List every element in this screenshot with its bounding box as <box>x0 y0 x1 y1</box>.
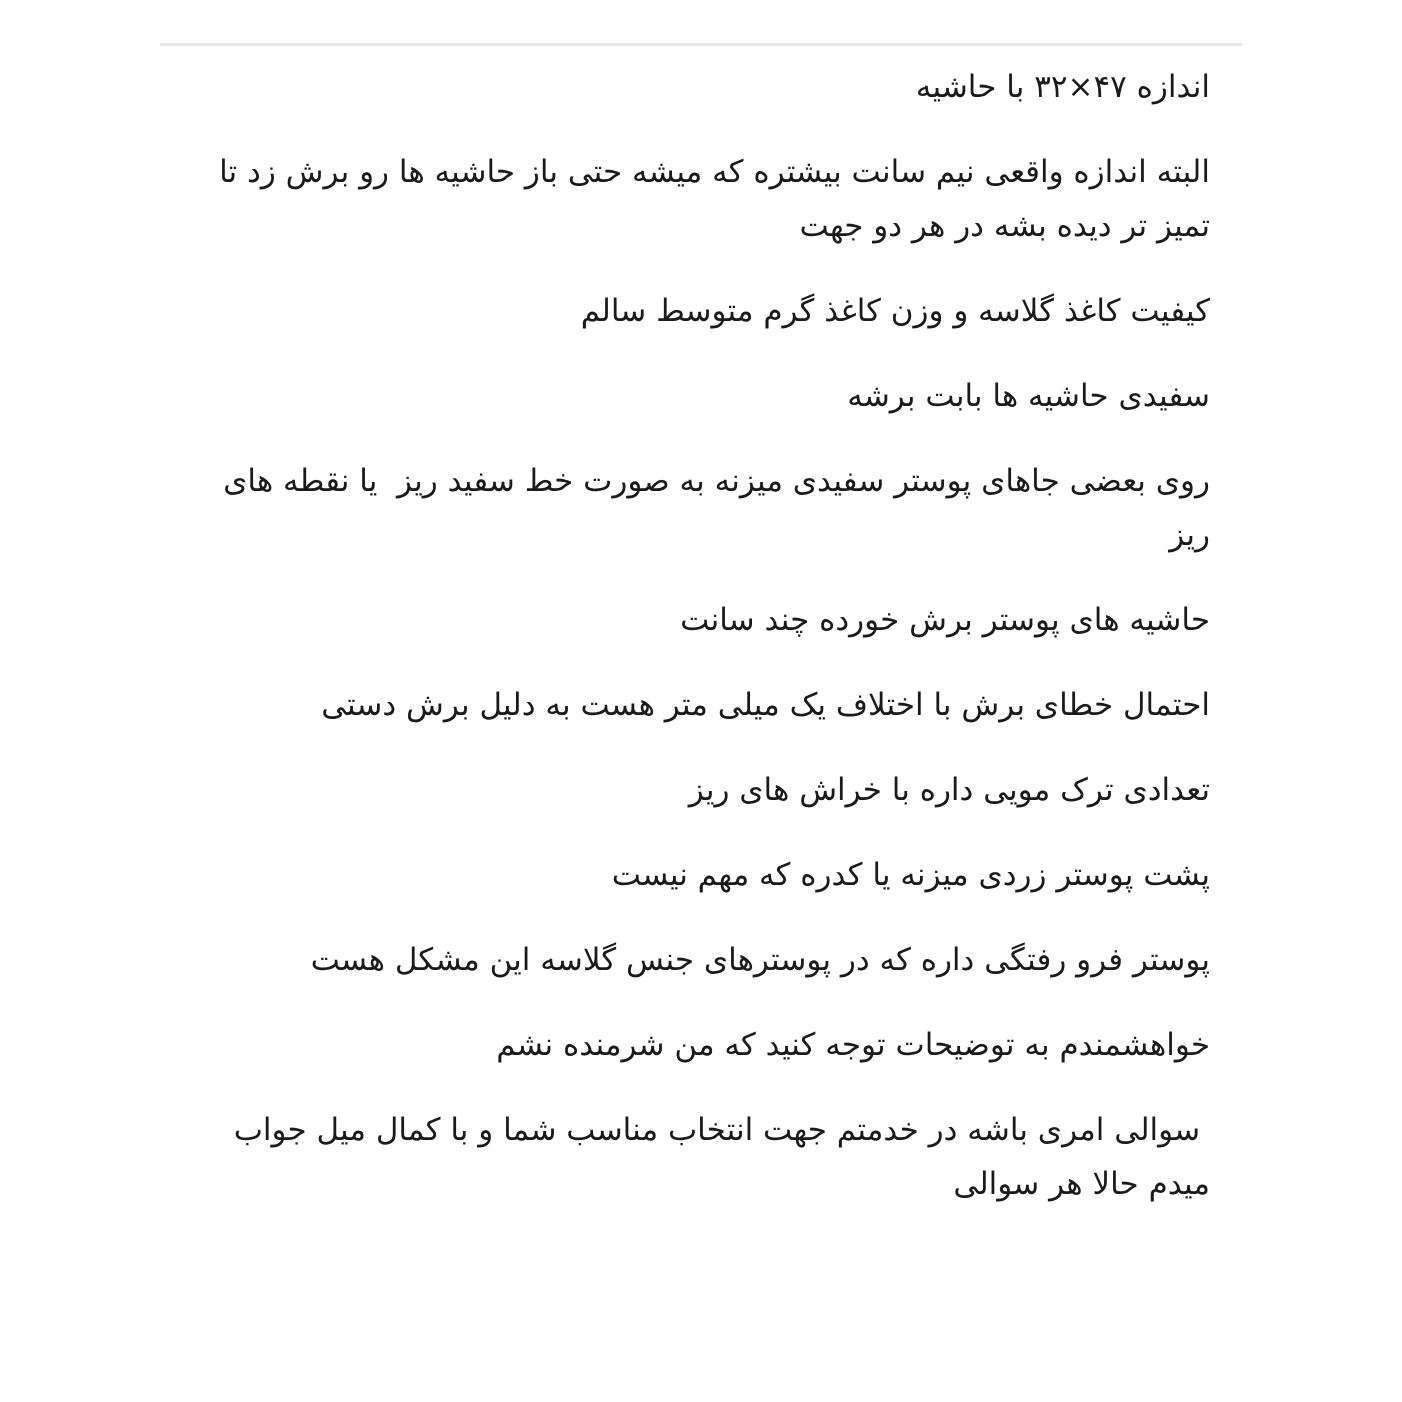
paragraph-questions: سوالی امری باشه در خدمتم جهت انتخاب مناسب شما و با کمال میل جواب میدم حالا هر سوالی <box>223 1112 1210 1202</box>
paragraph-paper-quality: کیفیت کاغذ گلاسه و وزن کاغذ گرم متوسط سالم <box>580 293 1210 329</box>
paragraph-border-white: سفیدی حاشیه ها بابت برشه <box>847 378 1210 414</box>
description-panel <box>160 43 1242 1242</box>
paragraph-size: اندازه ۴۷×۳۲ با حاشیه <box>915 69 1210 105</box>
paragraph-trimmed-borders: حاشیه های پوستر برش خورده چند سانت <box>680 602 1210 638</box>
paragraph-actual-size: البته اندازه واقعی نیم سانت بیشتره که میشه حتی باز حاشیه ها رو برش زد تا تمیز تر دیده بشه در هر دو جهت <box>209 154 1210 244</box>
paragraph-request: خواهشمندم به توضیحات توجه کنید که من شرمنده نشم <box>496 1027 1210 1063</box>
paragraph-dents: پوستر فرو رفتگی داره که در پوسترهای جنس گلاسه این مشکل هست <box>310 942 1210 978</box>
paragraph-back-yellowing: پشت پوستر زردی میزنه یا کدره که مهم نیست <box>611 857 1210 893</box>
paragraph-white-spots: روی بعضی جاهای پوستر سفیدی میزنه به صورت خط سفید ریز یا نقطه های ریز <box>213 463 1210 553</box>
paragraph-cut-error: احتمال خطای برش با اختلاف یک میلی متر هست به دلیل برش دستی <box>321 687 1210 723</box>
paragraph-cracks: تعدادی ترک مویی داره با خراش های ریز <box>688 772 1210 808</box>
description-text <box>160 46 1242 1211</box>
